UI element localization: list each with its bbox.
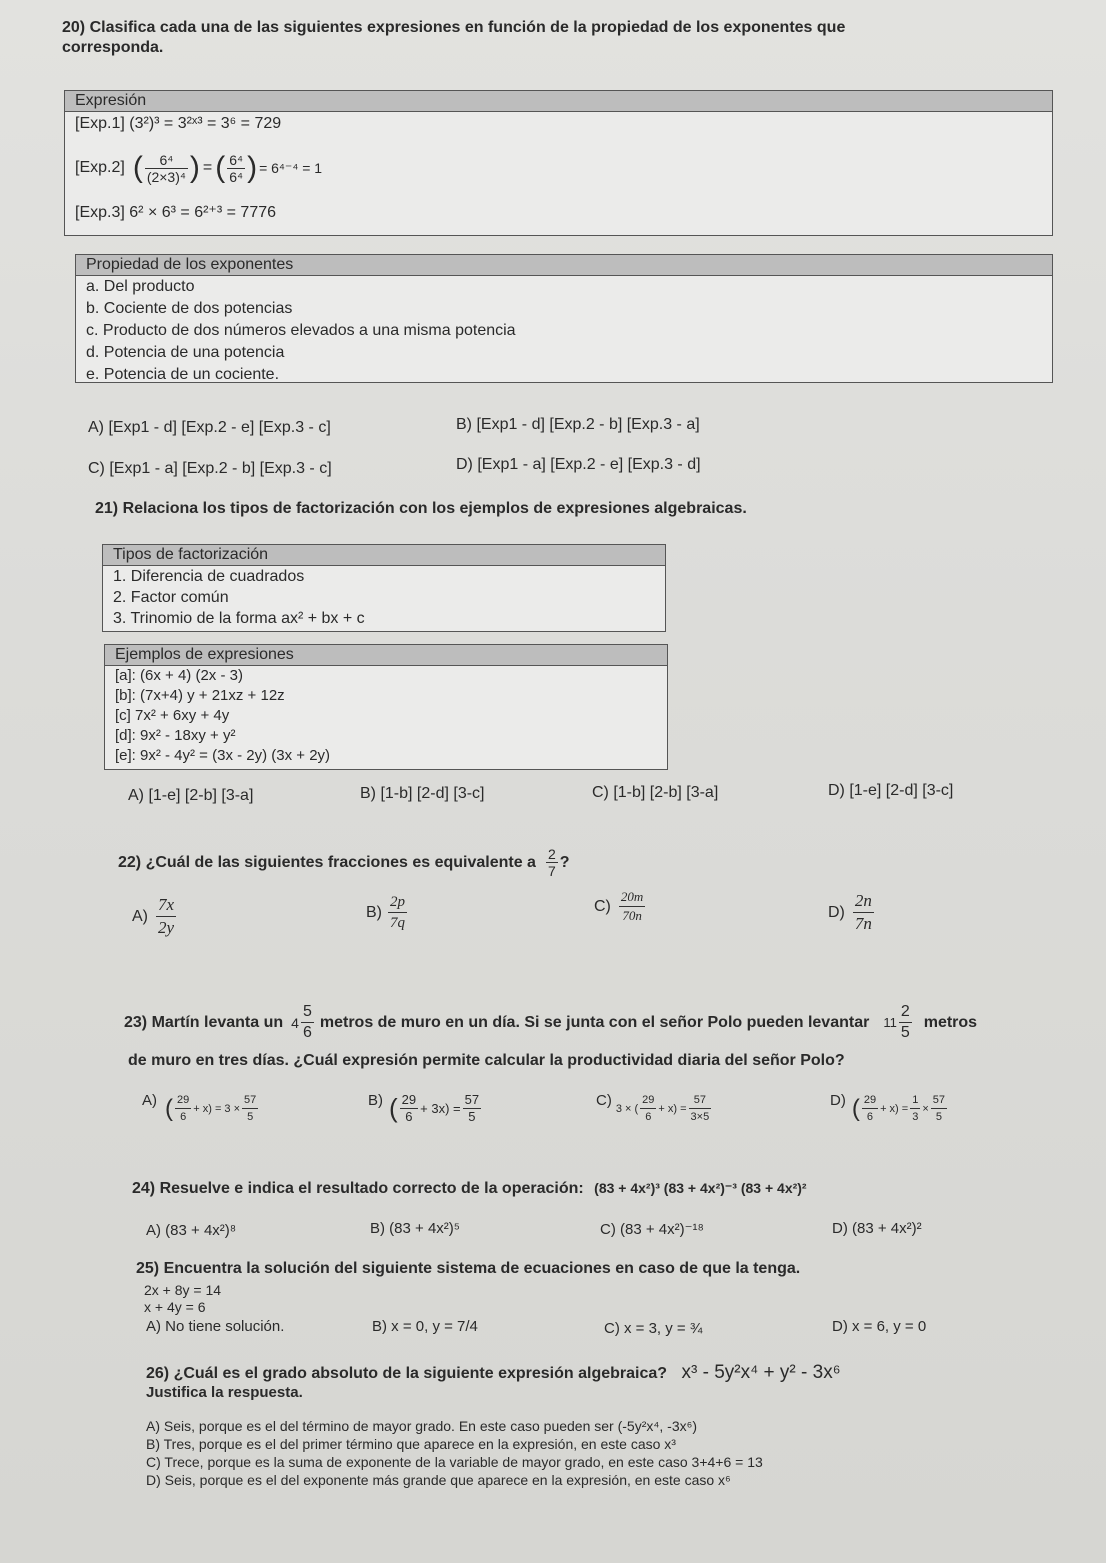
q22-option-a-label: A) bbox=[132, 907, 148, 925]
q23-option-d-label: D) bbox=[830, 1092, 846, 1109]
q26-option-c[interactable]: C) Trece, porque es la suma de exponente de la variable de mayor grado, en este caso 3+4+6 = 13 bbox=[146, 1454, 763, 1470]
q21-option-a[interactable]: A) [1-e] [2-b] [3-a] bbox=[128, 787, 254, 804]
q25-option-c[interactable]: C) x = 3, y = ¾ bbox=[604, 1320, 703, 1337]
expression-examples-table bbox=[104, 644, 668, 770]
factorization-types-table bbox=[102, 544, 666, 632]
q22-option-b-fraction: $\frac{2p}{7q}$ bbox=[390, 894, 405, 931]
q22-option-d-fraction: $\frac{2n}{7n}$ bbox=[854, 891, 872, 933]
q26-option-b[interactable]: B) Tres, porque es el del primer término que aparece en la expresión, en este caso x³ bbox=[146, 1436, 676, 1452]
types-table-header: Tipos de factorización bbox=[103, 545, 665, 566]
q22-option-b-label: B) bbox=[366, 903, 382, 921]
q20-option-d[interactable]: D) [Exp1 - a] [Exp.2 - e] [Exp.3 - d] bbox=[456, 456, 701, 473]
example-d: [d]: 9x² - 18xy + y² bbox=[115, 727, 236, 744]
q23-option-c[interactable]: C) 3 × ( $\frac{29}{6}$ + x) = $\frac{57}{3\times 5}$ bbox=[596, 1092, 710, 1123]
q23-title-a: 23) Martín levanta un bbox=[124, 1013, 284, 1031]
q22-option-a[interactable] bbox=[132, 894, 178, 939]
q20-option-a[interactable]: A) [Exp1 - d] [Exp.2 - e] [Exp.3 - c] bbox=[88, 419, 331, 436]
q23-option-c-expr: + x) = bbox=[658, 1102, 687, 1115]
example-c: [c] 7x² + 6xy + 4y bbox=[115, 707, 230, 724]
exp2-fraction-1: $\frac{\text{6⁴}}{\text{(2×3)⁴}}$ bbox=[146, 151, 186, 185]
example-b: [b]: (7x+4) y + 21xz + 12z bbox=[115, 687, 285, 704]
q23-title-b: metros de muro en un día. Si se junta con el señor Polo pueden levantar bbox=[319, 1013, 870, 1031]
q20-option-b[interactable]: B) [Exp1 - d] [Exp.2 - b] [Exp.3 - a] bbox=[456, 416, 700, 433]
q22-option-c-label: C) bbox=[594, 897, 611, 915]
q23-mixed1-fraction: $\frac{5}{6}$ bbox=[302, 1003, 312, 1041]
exp2-row: [Exp.2] ( $\frac{\text{6⁴}}{\text{(2×3)⁴}}$ ) = ( $\frac{\text{6⁴}}{\text{6⁴}}$ ) = 6⁴⁻⁴ = 1 bbox=[75, 151, 323, 185]
q25-option-b[interactable]: B) x = 0, y = 7/4 bbox=[372, 1318, 478, 1335]
q22-option-c-fraction: $\frac{20m}{70n}$ bbox=[620, 889, 644, 923]
exp2-tail: = 6⁴⁻⁴ = 1 bbox=[259, 160, 323, 176]
property-c: c. Producto de dos números elevados a una misma potencia bbox=[86, 322, 516, 339]
q22-title bbox=[118, 846, 570, 879]
exp1-row bbox=[65, 112, 1052, 136]
q24-option-b[interactable]: B) (83 + 4x²)⁵ bbox=[370, 1220, 460, 1237]
q22-target-fraction: $\frac{2}{7}$ bbox=[547, 846, 556, 879]
exp3-label: [Exp.3] bbox=[75, 204, 125, 221]
q25-title: 25) Encuentra la solución del siguiente sistema de ecuaciones en caso de que la tenga. bbox=[136, 1260, 801, 1277]
q25-equation-1: 2x + 8y = 14 bbox=[144, 1282, 222, 1298]
q24-option-d[interactable]: D) (83 + 4x²)² bbox=[832, 1220, 922, 1237]
q24-expression: (83 + 4x²)³ (83 + 4x²)⁻³ (83 + 4x²)² bbox=[594, 1180, 807, 1196]
q20-title bbox=[62, 18, 1062, 58]
q26-expression: x³ - 5y²x⁴ + y² - 3x⁶ bbox=[681, 1362, 841, 1383]
q21-option-d[interactable]: D) [1-e] [2-d] [3-c] bbox=[828, 782, 954, 799]
q24-option-c[interactable]: C) (83 + 4x²)⁻¹⁸ bbox=[600, 1221, 704, 1238]
q24-option-a[interactable]: A) (83 + 4x²)⁸ bbox=[146, 1222, 237, 1239]
q23-option-a[interactable]: A) ( $\frac{29}{6}$ + x) = 3 × $\frac{57}{5}$ bbox=[142, 1092, 257, 1123]
q23-title-line2: de muro en tres días. ¿Cuál expresión permite calcular la productividad diaria del señor Polo? bbox=[128, 1052, 845, 1069]
q23-option-a-label: A) bbox=[142, 1092, 157, 1109]
exp1-expression: (3²)³ = 3²ˣ³ = 3⁶ = 729 bbox=[129, 115, 282, 132]
q22-option-a-fraction: $\frac{7x}{2y}$ bbox=[158, 895, 175, 937]
exp2-fraction-2: $\frac{\text{6⁴}}{\text{6⁴}}$ bbox=[229, 151, 244, 185]
q20-title-line1: 20) Clasifica cada una de las siguientes expresiones en función de la propiedad de los exponentes que bbox=[62, 19, 846, 36]
q26-title-text: 26) ¿Cuál es el grado absoluto de la siguiente expresión algebraica? bbox=[146, 1365, 668, 1382]
q23-mixed2-whole: 11 bbox=[883, 1015, 897, 1030]
q23-option-d-expr: + x) = bbox=[880, 1102, 909, 1115]
q25-option-a[interactable]: A) No tiene solución. bbox=[146, 1318, 285, 1335]
q26-option-d[interactable]: D) Seis, porque es el del exponente más grande que aparece en la expresión, en este caso x⁶ bbox=[146, 1472, 731, 1488]
q21-option-b[interactable]: B) [1-b] [2-d] [3-c] bbox=[360, 785, 485, 802]
q20-title-line2: corresponda. bbox=[62, 39, 164, 56]
q25-system bbox=[144, 1282, 221, 1316]
q22-option-d-label: D) bbox=[828, 903, 845, 921]
type-1: 1. Diferencia de cuadrados bbox=[113, 568, 305, 585]
q22-option-b[interactable] bbox=[366, 892, 409, 933]
q23-option-b-expr: + 3x) = bbox=[420, 1101, 461, 1116]
property-d: d. Potencia de una potencia bbox=[86, 344, 285, 361]
exp3-row bbox=[65, 200, 1052, 226]
type-2: 2. Factor común bbox=[113, 589, 229, 606]
q22-title-text: 22) ¿Cuál de las siguientes fracciones es equivalente a bbox=[118, 853, 536, 871]
expression-table-header: Expresión bbox=[65, 91, 1052, 112]
example-a: [a]: (6x + 4) (2x - 3) bbox=[115, 667, 243, 684]
q23-option-c-label: C) bbox=[596, 1092, 612, 1109]
example-e: [e]: 9x² - 4y² = (3x - 2y) (3x + 2y) bbox=[115, 747, 331, 764]
q23-title-c: metros bbox=[923, 1013, 978, 1031]
property-b: b. Cociente de dos potencias bbox=[86, 300, 293, 317]
q23-option-d[interactable]: D) ( $\frac{29}{6}$ + x) = $\frac{1}{3}$ × $\frac{57}{5}$ bbox=[830, 1092, 946, 1123]
q23-option-b-label: B) bbox=[368, 1092, 383, 1109]
q26-subtitle: Justifica la respuesta. bbox=[146, 1384, 303, 1401]
q23-option-b[interactable]: B) ( $\frac{29}{6}$ + 3x) = $\frac{57}{5}$ bbox=[368, 1092, 480, 1124]
properties-table-header: Propiedad de los exponentes bbox=[76, 255, 1052, 276]
q23-mixed1-whole: 4 bbox=[291, 1014, 299, 1031]
examples-table-header: Ejemplos de expresiones bbox=[105, 645, 667, 666]
exp3-expression: 6² × 6³ = 6²⁺³ = 7776 bbox=[129, 204, 277, 221]
q25-option-d[interactable]: D) x = 6, y = 0 bbox=[832, 1318, 927, 1335]
property-a: a. Del producto bbox=[86, 278, 195, 295]
q23-option-a-expr: + x) = 3 × bbox=[193, 1102, 241, 1115]
q22-option-c[interactable] bbox=[594, 888, 647, 925]
exp2-label: [Exp.2] bbox=[75, 159, 125, 176]
type-3: 3. Trinomio de la forma ax² + bx + c bbox=[113, 610, 365, 627]
properties-table bbox=[75, 254, 1053, 383]
property-e: e. Potencia de un cociente. bbox=[86, 366, 280, 383]
q23-option-c-prefix: 3 × ( bbox=[615, 1102, 639, 1115]
q21-option-c[interactable]: C) [1-b] [2-b] [3-a] bbox=[592, 784, 719, 801]
exp1-label: [Exp.1] bbox=[75, 115, 125, 132]
q25-equation-2: x + 4y = 6 bbox=[144, 1299, 206, 1315]
q26-option-a[interactable]: A) Seis, porque es el del término de mayor grado. En este caso pueden ser (-5y²x⁴, -3x⁶) bbox=[146, 1418, 698, 1434]
q24-title bbox=[132, 1180, 807, 1198]
q21-title: 21) Relaciona los tipos de factorización con los ejemplos de expresiones algebraicas. bbox=[95, 500, 747, 517]
q26-title bbox=[146, 1362, 841, 1384]
q22-question-mark: ? bbox=[559, 853, 570, 871]
q24-title-text: 24) Resuelve e indica el resultado correcto de la operación: bbox=[132, 1180, 584, 1197]
q20-option-c[interactable]: C) [Exp1 - a] [Exp.2 - b] [Exp.3 - c] bbox=[88, 460, 332, 477]
q22-option-d[interactable] bbox=[828, 890, 876, 935]
q23-mixed2-fraction: $\frac{2}{5}$ bbox=[900, 1003, 910, 1041]
q23-title-line1 bbox=[124, 1002, 977, 1043]
expression-table bbox=[64, 90, 1053, 236]
